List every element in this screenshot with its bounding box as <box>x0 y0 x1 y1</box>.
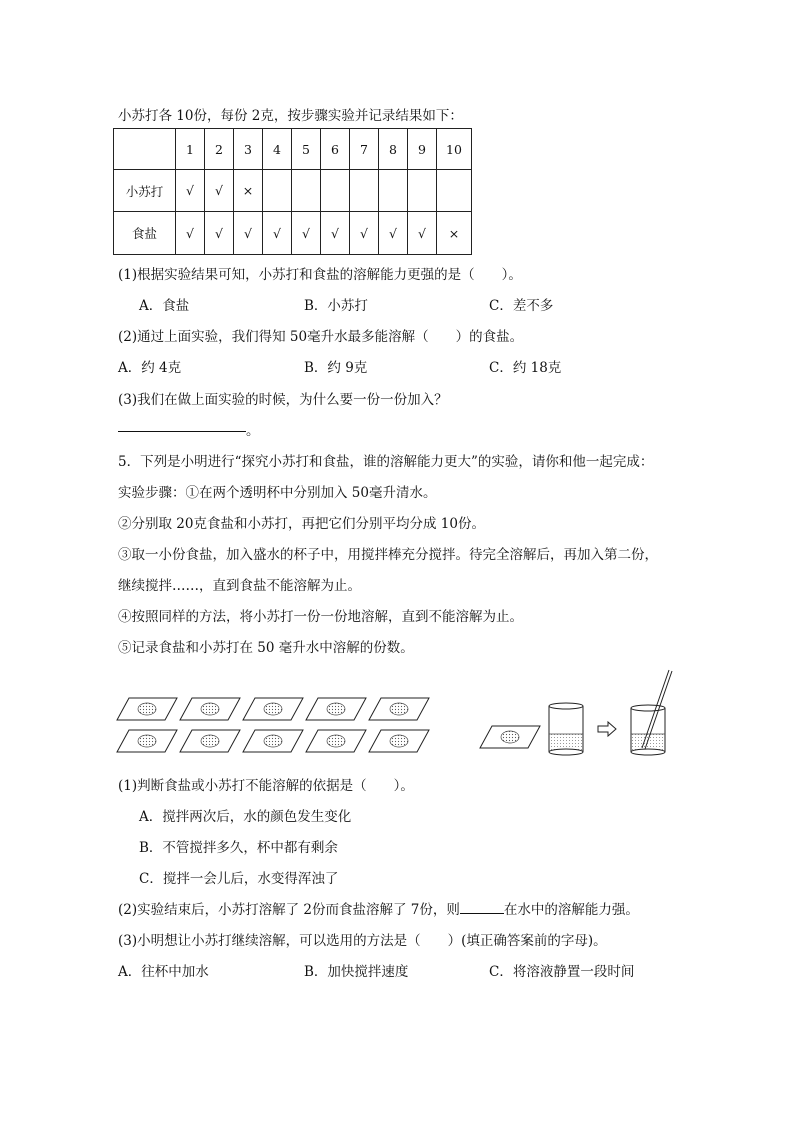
table-cell: 1 <box>176 129 205 170</box>
step-2: ②分别取 20克食盐和小苏打，再把它们分别平均分成 10份。 <box>118 516 485 532</box>
step-5: ⑤记录食盐和小苏打在 50 毫升水中溶解的份数。 <box>118 640 414 656</box>
table-cell <box>437 170 472 212</box>
question-1-text: (1)根据实验结果可知，小苏打和食盐的溶解能力更强的是（ ）。 <box>118 267 522 283</box>
table-header-row <box>114 129 472 170</box>
table-cell: √ <box>205 212 234 255</box>
q1-option-a: A．食盐 <box>139 298 190 314</box>
q2-option-c: C．约 18克 <box>489 360 562 376</box>
table-cell: 4 <box>263 129 292 170</box>
dissolving-process-illustration <box>478 664 678 764</box>
table-cell <box>263 170 292 212</box>
q2-option-b: B．约 9克 <box>304 360 368 376</box>
fill-blank[interactable] <box>460 901 504 914</box>
table-row <box>114 212 472 255</box>
p5-question-2 <box>118 898 639 918</box>
results-table <box>113 128 472 255</box>
p5-q1-option-c: C．搅拌一会儿后，水变得浑浊了 <box>139 871 339 887</box>
table-cell <box>114 129 176 170</box>
table-cell <box>350 170 379 212</box>
table-cell: √ <box>321 212 350 255</box>
p5-q3-option-a: A．往杯中加水 <box>118 964 209 980</box>
q1-option-b: B．小苏打 <box>304 298 368 314</box>
table-cell: 10 <box>437 129 472 170</box>
table-cell: 2 <box>205 129 234 170</box>
p5-question-3-text: (3)小明想让小苏打继续溶解，可以选用的方法是（ ）(填正确答案前的字母)。 <box>118 933 607 949</box>
step-3-cont: 继续搅拌……，直到食盐不能溶解为止。 <box>118 578 361 594</box>
answer-period: 。 <box>246 423 260 439</box>
table-cell: 7 <box>350 129 379 170</box>
problem-5-title: 5．下列是小明进行“探究小苏打和食盐，谁的溶解能力更大”的实验，请你和他一起完成： <box>118 454 654 470</box>
table-cell: 5 <box>292 129 321 170</box>
table-cell: 8 <box>379 129 408 170</box>
table-cell: 6 <box>321 129 350 170</box>
p5-q1-option-a: A．搅拌两次后，水的颜色发生变化 <box>139 809 352 825</box>
table-cell: √ <box>263 212 292 255</box>
p5-q2-before: (2)实验结束后，小苏打溶解了 2份而食盐溶解了 7份，则 <box>118 902 460 918</box>
table-cell: √ <box>176 212 205 255</box>
table-cell <box>408 170 437 212</box>
intro-text: 小苏打各 10份，每份 2克，按步骤实验并记录结果如下： <box>118 108 463 124</box>
table-cell: √ <box>205 170 234 212</box>
table-row <box>114 170 472 212</box>
p5-q2-after: 在水中的溶解能力强。 <box>503 902 639 918</box>
table-cell: √ <box>408 212 437 255</box>
table-cell <box>379 170 408 212</box>
table-cell <box>292 170 321 212</box>
step-3: ③取一小份食盐，加入盛水的杯子中，用搅拌棒充分搅拌。待完全溶解后，再加入第二份， <box>118 547 658 563</box>
p5-q3-option-c: C．将溶液静置一段时间 <box>489 964 635 980</box>
table-cell: √ <box>234 212 263 255</box>
question-3-text: (3)我们在做上面实验的时候，为什么要一份一份加入？ <box>118 392 448 408</box>
table-cell: 3 <box>234 129 263 170</box>
step-1: 实验步骤：①在两个透明杯中分别加入 50毫升清水。 <box>118 485 437 501</box>
step-4: ④按照同样的方法，将小苏打一份一份地溶解，直到不能溶解为止。 <box>118 609 523 625</box>
p5-q1-option-b: B．不管搅拌多久，杯中都有剩余 <box>139 840 338 856</box>
p5-question-1-text: (1)判断食盐或小苏打不能溶解的依据是（ ）。 <box>118 778 414 794</box>
row-label: 小苏打 <box>114 170 176 212</box>
table-cell: × <box>234 170 263 212</box>
answer-blank[interactable] <box>118 430 246 432</box>
table-cell: √ <box>292 212 321 255</box>
p5-q3-option-b: B．加快搅拌速度 <box>304 964 409 980</box>
q1-option-c: C．差不多 <box>489 298 554 314</box>
salt-portions-illustration <box>115 688 445 778</box>
table-cell: √ <box>350 212 379 255</box>
table-cell: √ <box>379 212 408 255</box>
table-cell: 9 <box>408 129 437 170</box>
row-label: 食盐 <box>114 212 176 255</box>
q2-option-a: A．约 4克 <box>118 360 182 376</box>
table-cell: × <box>437 212 472 255</box>
table-cell <box>321 170 350 212</box>
question-2-text: (2)通过上面实验，我们得知 50毫升水最多能溶解（ ）的食盐。 <box>118 329 524 345</box>
table-cell: √ <box>176 170 205 212</box>
